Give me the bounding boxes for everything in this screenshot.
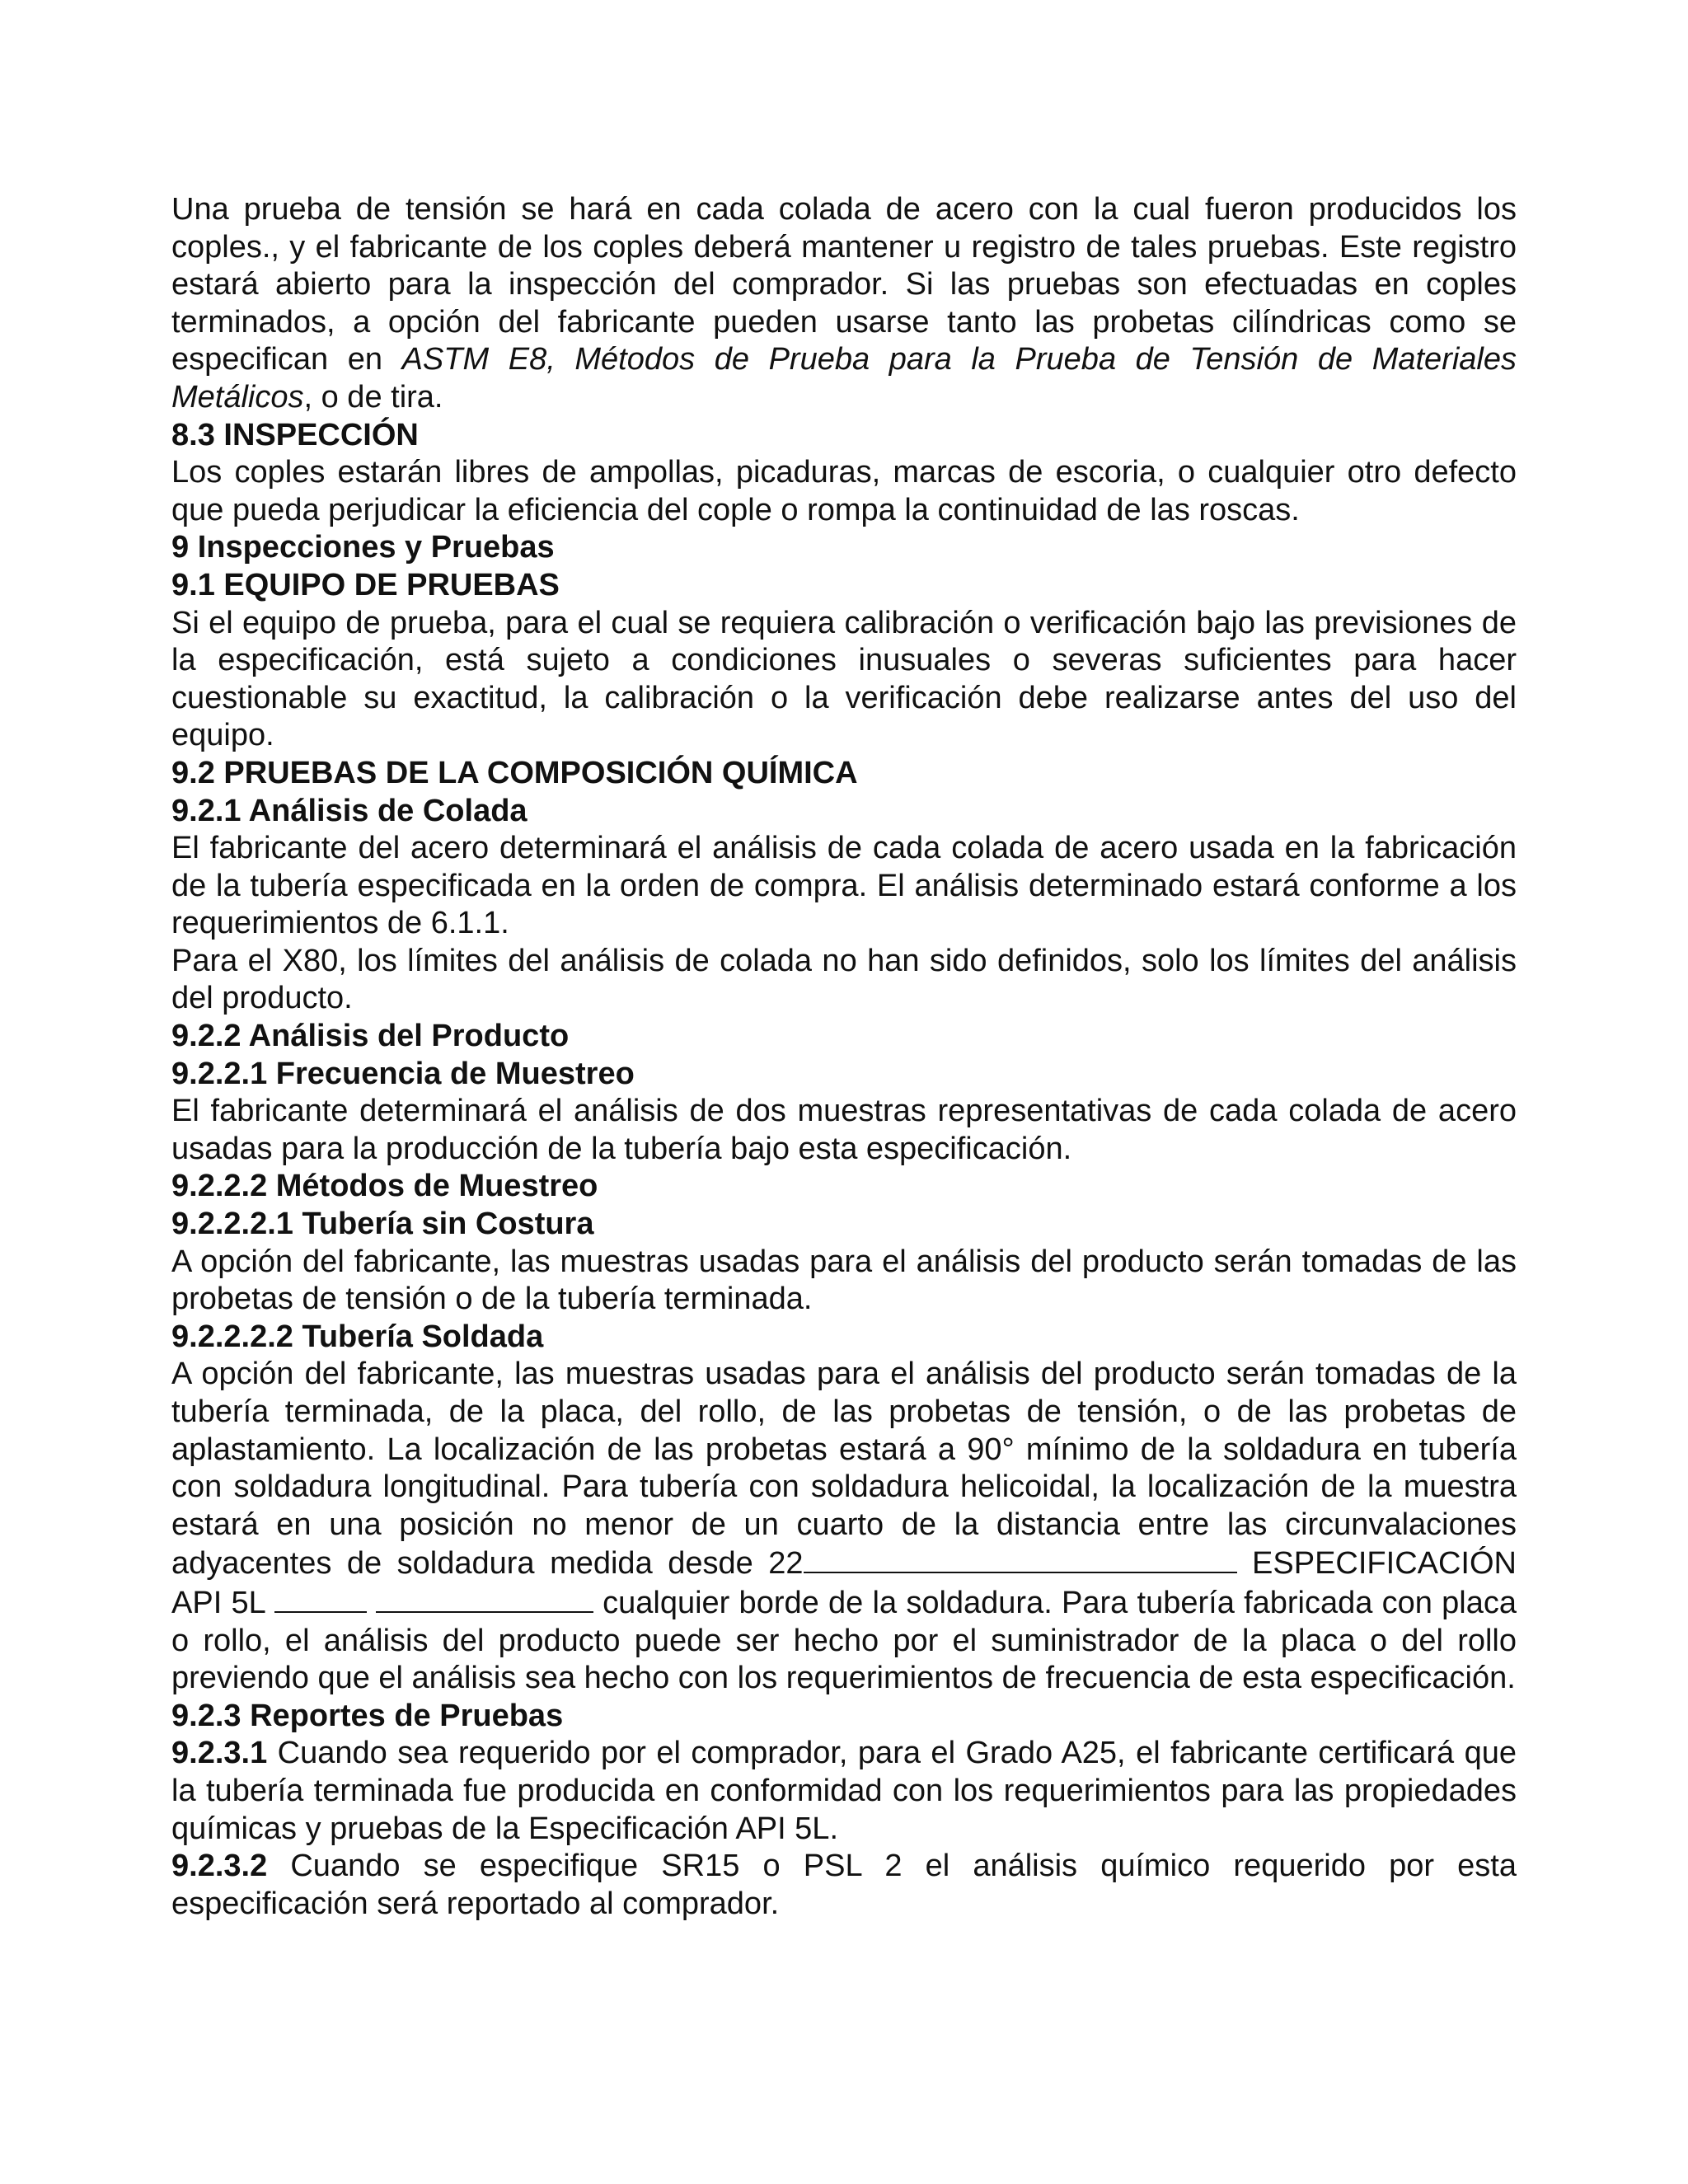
heading-9-2-3: 9.2.3 Reportes de Pruebas: [171, 1698, 564, 1733]
paragraph-8-3: Los coples estarán libres de ampollas, picaduras, marcas de escoria, o cualquier otro defecto que pueda perjudicar la eficiencia del cople o rompa la continuidad de las roscas.: [171, 455, 1517, 527]
footer-rule: [376, 1583, 593, 1613]
heading-9-2-1: 9.2.1 Análisis de Colada: [171, 793, 528, 828]
astm-reference: ASTM E8, Métodos de Prueba para la Prueba de Tensión de Materiales Metálicos: [171, 342, 1517, 415]
heading-9-1: 9.1 EQUIPO DE PRUEBAS: [171, 567, 560, 602]
paragraph-text: Una prueba de tensión se hará en cada colada de acero con la cual fueron producidos los coples., y el fabricante de los coples deberá mantener u registro de tales pruebas. Este registro estará abierto para la inspección del comprador. Si las pruebas son efectuadas en coples terminados, a opción del fabricante pueden usarse tanto las probetas cilíndricas como se especifican en: [171, 192, 1517, 377]
paragraph-9-2-1-b: Para el X80, los límites del análisis de colada no han sido definidos, solo los límites del análisis del producto.: [171, 943, 1517, 1016]
paragraph-9-2-2-2-2: [171, 1356, 1517, 1697]
running-footer-label: ESPECIFICACIÓN API 5L: [171, 1546, 1517, 1620]
paragraph-text: Cuando sea requerido por el comprador, para el Grado A25, el fabricante certificará que la tubería terminada fue producida en conformidad con los requerimientos para las propiedades químicas y pruebas de la Especificación API 5L.: [171, 1736, 1517, 1846]
clause-number: 9.2.3.2: [171, 1849, 268, 1884]
footer-rule: [804, 1544, 1237, 1573]
heading-9-2-2-2: 9.2.2.2 Métodos de Muestreo: [171, 1169, 598, 1204]
paragraph-9-2-3-1: [171, 1735, 1517, 1848]
paragraph-9-2-2-1: El fabricante determinará el análisis de dos muestras representativas de cada colada de acero usadas para la producción de la tubería bajo esta especificación.: [171, 1094, 1517, 1166]
heading-9-2-2: 9.2.2 Análisis del Producto: [171, 1019, 570, 1054]
heading-9-2-2-2-2: 9.2.2.2.2 Tubería Soldada: [171, 1319, 544, 1354]
paragraph-9-2-3-2: [171, 1848, 1517, 1923]
footer-rule: [274, 1583, 367, 1613]
heading-9-2-2-1: 9.2.2.1 Frecuencia de Muestreo: [171, 1056, 635, 1091]
paragraph-9-1: Si el equipo de prueba, para el cual se requiera calibración o verificación bajo las previsiones de la especificación, está sujeto a condiciones inusuales o severas suficientes para hacer cuestionable su exactitud, la calibración o la verificación debe realizarse antes del uso del equipo.: [171, 605, 1517, 753]
paragraph-text: A opción del fabricante, las muestras usadas para el análisis del producto serán tomadas de la tubería terminada, de la placa, del rollo, de las probetas de tensión, o de las probetas de aplastamiento. La localización de las probetas estará a 90° mínimo de la soldadura en tubería con soldadura longitudinal. Para tubería con soldadura helicoidal, la localización de la muestra estará en una posición no menor de un cuarto de la distancia entre las circunvalaciones adyacentes de soldadura medida desde 22: [171, 1357, 1517, 1582]
paragraph-tension-test: [171, 191, 1517, 417]
heading-8-3: 8.3 INSPECCIÓN: [171, 417, 419, 452]
heading-9: 9 Inspecciones y Pruebas: [171, 530, 555, 565]
heading-9-2: 9.2 PRUEBAS DE LA COMPOSICIÓN QUÍMICA: [171, 755, 858, 790]
document-page: [171, 191, 1517, 1923]
paragraph-9-2-2-2-1: A opción del fabricante, las muestras usadas para el análisis del producto serán tomadas de las probetas de tensión o de la tubería terminada.: [171, 1244, 1517, 1317]
paragraph-text: cualquier borde de la soldadura. Para tubería fabricada con placa o rollo, el análisis del producto puede ser hecho por el suministrador de la placa o del rollo previendo que el análisis sea hecho con los requerimientos de frecuencia de esta especificación.: [171, 1585, 1517, 1696]
paragraph-text: , o de tira.: [303, 379, 443, 415]
clause-number: 9.2.3.1: [171, 1736, 268, 1771]
paragraph-text: Cuando se especifique SR15 o PSL 2 el análisis químico requerido por esta especificación será reportado al comprador.: [171, 1849, 1517, 1921]
heading-9-2-2-2-1: 9.2.2.2.1 Tubería sin Costura: [171, 1207, 594, 1242]
paragraph-9-2-1-a: El fabricante del acero determinará el análisis de cada colada de acero usada en la fabricación de la tubería especificada en la orden de compra. El análisis determinado estará conforme a los requerimientos de 6.1.1.: [171, 831, 1517, 941]
